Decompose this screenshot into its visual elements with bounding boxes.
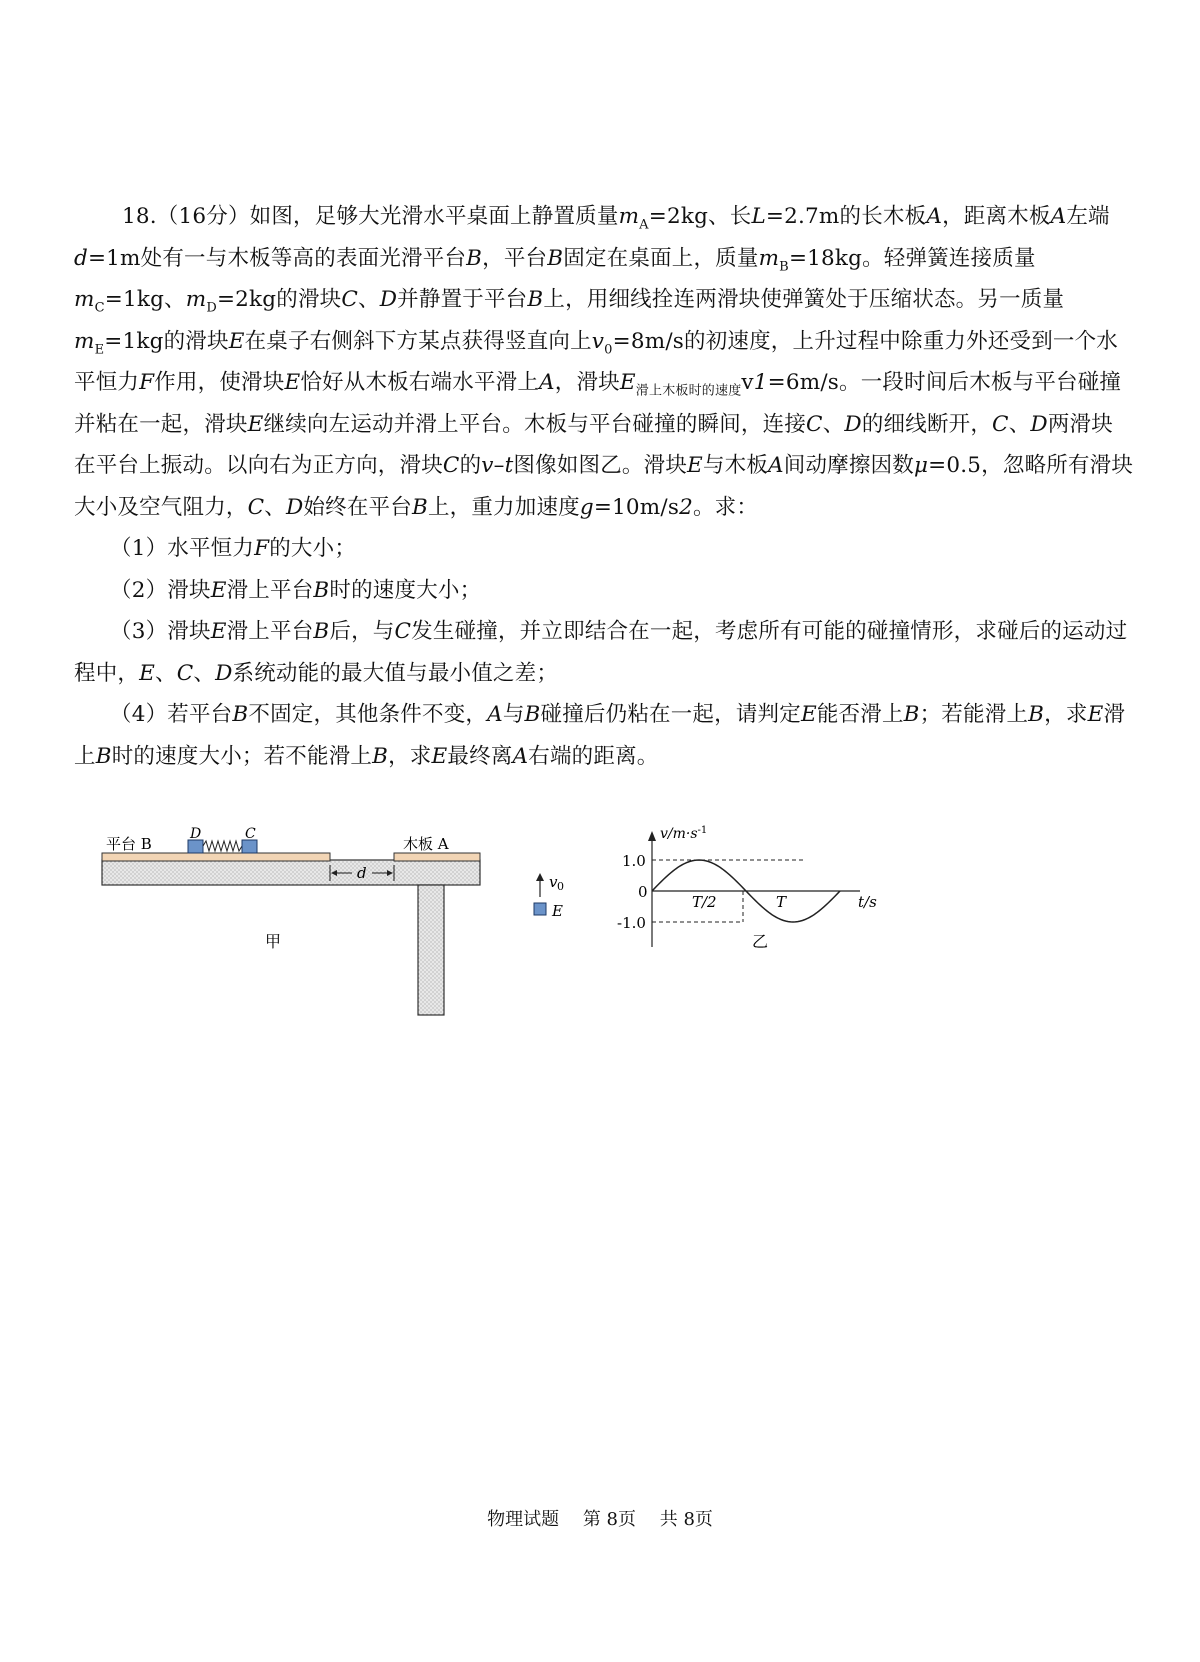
- figure-area: [100, 825, 960, 1015]
- footer-page: 第 8页: [582, 1509, 636, 1530]
- block-e-label: E: [552, 902, 563, 920]
- platform-b-label: 平台 B: [106, 835, 152, 853]
- y-tick-max: 1.0: [622, 852, 646, 870]
- distance-d-label: d: [357, 864, 367, 882]
- figure-a-caption: 甲: [265, 932, 282, 951]
- velocity-arrowhead: [536, 873, 544, 881]
- spring: [203, 841, 242, 851]
- y-tick-min: -1.0: [617, 914, 646, 932]
- table-leg: [418, 885, 444, 1015]
- question-3: （3）滑块E滑上平台B后，与C发生碰撞，并立即结合在一起，考虑所有可能的碰撞情形，求碰后的运动过程中，E、C、D系统动能的最大值与最小值之差；: [74, 619, 1128, 686]
- problem-text: [74, 196, 1134, 777]
- y-tick-zero: 0: [638, 883, 648, 901]
- figure-b: [617, 825, 877, 951]
- platform-b: [102, 853, 330, 861]
- velocity-subscript: 0: [557, 880, 564, 893]
- x-tick-half-period: T/2: [692, 893, 717, 911]
- question-4: （4）若平台B不固定，其他条件不变，A与B碰撞后仍粘在一起，请判定E能否滑上B；若能滑上B，求E滑上B时的速度大小；若不能滑上B，求E最终离A右端的距离。: [74, 702, 1126, 769]
- block-e: [534, 903, 546, 915]
- question-1: （1）水平恒力F的大小；: [110, 536, 357, 561]
- velocity-label: v: [549, 873, 558, 891]
- y-axis-arrowhead: [648, 831, 656, 841]
- block-d-label: D: [190, 826, 202, 842]
- block-c-label: C: [245, 826, 256, 842]
- question-2: （2）滑块E滑上平台B时的速度大小；: [110, 577, 482, 603]
- figure-b-caption: 乙: [752, 932, 769, 951]
- page-footer: [0, 1505, 1200, 1531]
- x-tick-period: T: [776, 893, 787, 911]
- board-a: [394, 853, 480, 861]
- footer-subject: 物理试题: [487, 1509, 560, 1530]
- footer-total: 共 8页: [659, 1509, 713, 1530]
- x-axis-label: t/s: [858, 893, 877, 911]
- problem-intro: 18.（16分）如图，足够大光滑水平桌面上静置质量$m_A=2kg$、长L=2.7m的长木板A，距离木板A左端d=1m处有一与木板等高的表面光滑平台B，平台B固定在桌面上，质量$m_B=18kg$。轻弹簧连接质量$m_C=1kg$、$m_D=2kg$的滑块C、D并静置于平台B上，用细线拴连两滑块使弹簧处于压缩状态。另一质量$m_E=1kg$的滑块E在桌子右侧斜下方某点获得竖直向上$v_0=8m/s$的初速度，上升过程中除重力外还受到一个水平恒力F作用，使滑块E恰好从木板右端水平滑上A，滑块$E_{滑上木板时的速度}v1=6m/s$。一段时间后木板与平台碰撞并粘在一起，滑块E继续向左运动并滑上平台。木板与平台碰撞的瞬间，连接C、D的细线断开，C、D两滑块在平台上振动。以向右为正方向，滑块C的v–t图像如图乙。滑块E与木板A间动摩擦因数μ=0.5，忽略所有滑块大小及空气阻力，C、D始终在平台B上，重力加速度g=10m/s2。求：: [74, 204, 1134, 520]
- y-axis-label: $v/m\cdot s^{-1}$: [660, 825, 708, 842]
- figure-a: [102, 826, 564, 1015]
- board-a-label: 木板 A: [403, 835, 449, 853]
- table-top: [102, 860, 480, 885]
